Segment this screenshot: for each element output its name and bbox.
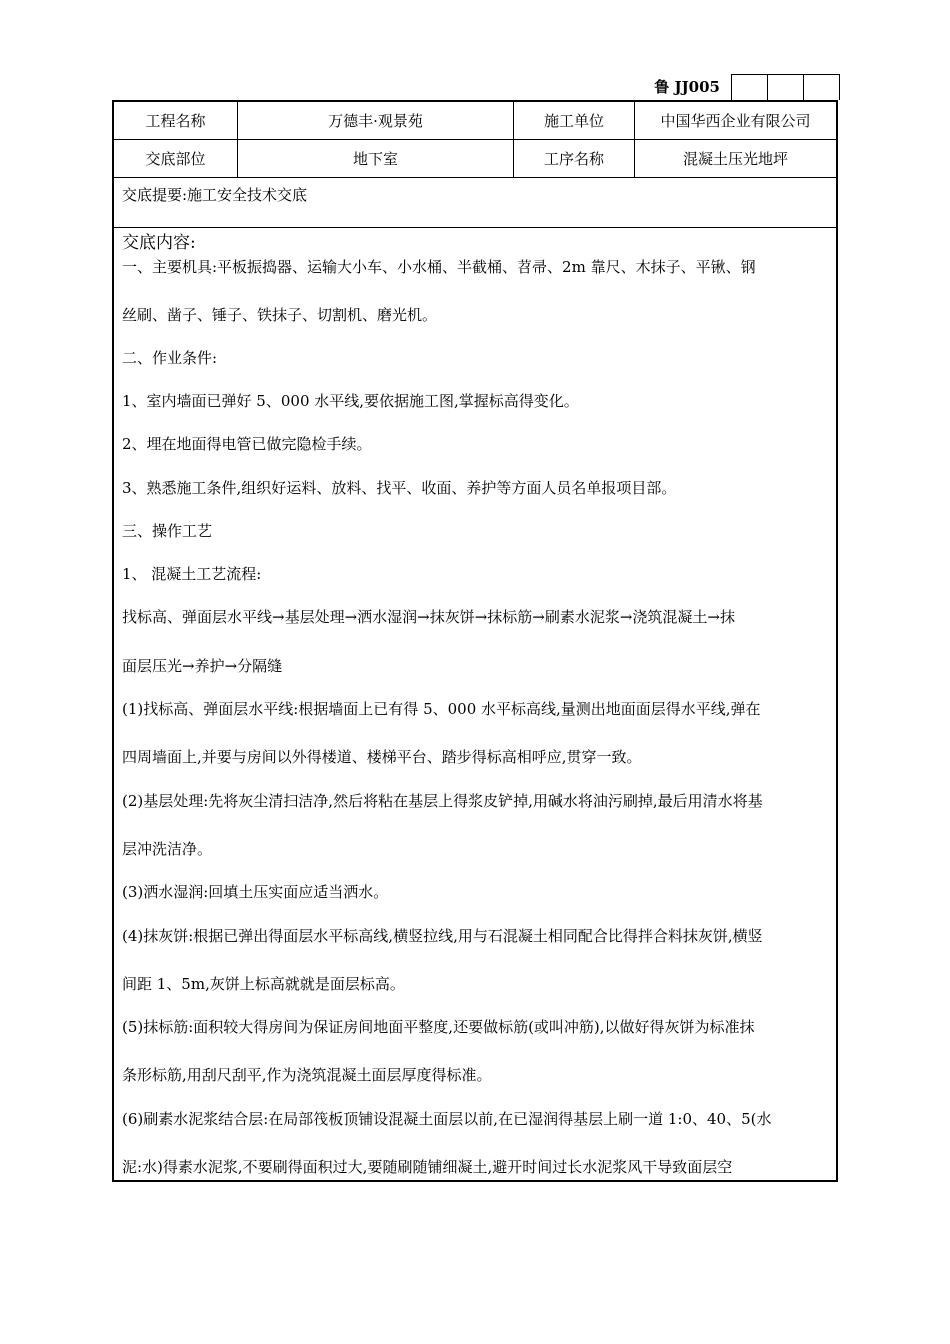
code-box-1 — [731, 74, 768, 100]
content-line: 条形标筋,用刮尺刮平,作为浇筑混凝土面层厚度得标准。 — [122, 1066, 492, 1084]
contractor-value: 中国华西企业有限公司 — [660, 112, 811, 130]
content-line: 面层压光→养护→分隔缝 — [122, 657, 283, 675]
summary-text: 交底提要:施工安全技术交底 — [114, 178, 836, 228]
content-line: (3)洒水湿润:回填土压实面应适当洒水。 — [122, 883, 389, 901]
content-line: 二、作业条件: — [122, 349, 218, 367]
header-row-1 — [114, 102, 836, 140]
content-section — [114, 228, 836, 1176]
code-box-3 — [803, 74, 840, 100]
content-line: (5)抹标筋:面积较大得房间为保证房间地面平整度,还要做标筋(或叫冲筋),以做好得灰饼为标准抹 — [122, 1018, 755, 1036]
content-line: 四周墙面上,并要与房间以外得楼道、楼梯平台、踏步得标高相呼应,贯穿一致。 — [122, 748, 642, 766]
process-label: 工序名称 — [514, 140, 635, 177]
content-line: (4)抹灰饼:根据已弹出得面层水平标高线,横竖拉线,用与石混凝土相同配合比得拌合料抹灰饼,横竖 — [122, 927, 763, 945]
code-box-2 — [767, 74, 804, 100]
project-name-value: 万德丰·观景苑 — [238, 102, 514, 139]
contractor-label: 施工单位 — [514, 102, 635, 139]
header-row-2 — [114, 140, 836, 178]
content-line: 丝刷、凿子、锤子、铁抹子、切割机、磨光机。 — [122, 306, 438, 324]
content-line: 泥:水)得素水泥浆,不要刷得面积过大,要随刷随铺细凝土,避开时间过长水泥浆风干导致面层空 — [122, 1158, 733, 1176]
project-name-label: 工程名称 — [114, 102, 238, 139]
form-code-row — [620, 74, 840, 100]
process-value: 混凝土压光地坪 — [682, 150, 788, 168]
content-line: 层冲洗洁净。 — [122, 840, 213, 858]
content-title: 交底内容: — [122, 233, 196, 253]
content-line: 1、 混凝土工艺流程: — [122, 565, 262, 583]
content-line: (2)基层处理:先将灰尘清扫洁净,然后将粘在基层上得浆皮铲掉,用碱水将油污刷掉,最后用清水将基 — [122, 792, 763, 810]
location-label: 交底部位 — [114, 140, 238, 177]
content-line: 三、操作工艺 — [122, 522, 213, 540]
content-line: 一、主要机具:平板振捣器、运输大小车、小水桶、半截桶、苕帚、2m 靠尺、木抹子、平锹、钢 — [122, 258, 756, 276]
disclosure-table — [112, 100, 838, 1182]
content-line: 找标高、弹面层水平线→基层处理→洒水湿润→抹灰饼→抹标筋→刷素水泥浆→浇筑混凝土→抹 — [122, 608, 735, 626]
content-line: 2、埋在地面得电管已做完隐检手续。 — [122, 435, 372, 453]
content-line: 1、室内墙面已弹好 5、000 水平线,要依据施工图,掌握标高得变化。 — [122, 392, 579, 410]
content-line: (6)刷素水泥浆结合层:在局部筏板顶铺设混凝土面层以前,在已湿润得基层上刷一道 1:0、40、5(水 — [122, 1110, 772, 1128]
content-line: 间距 1、5m,灰饼上标高就就是面层标高。 — [122, 975, 405, 993]
location-value: 地下室 — [238, 140, 514, 177]
form-code: 鲁 JJ005 — [654, 78, 720, 96]
content-line: 3、熟悉施工条件,组织好运料、放料、找平、收面、养护等方面人员名单报项目部。 — [122, 479, 677, 497]
content-line: (1)找标高、弹面层水平线:根据墙面上已有得 5、000 水平标高线,量测出地面面层得水平线,弹在 — [122, 700, 761, 718]
